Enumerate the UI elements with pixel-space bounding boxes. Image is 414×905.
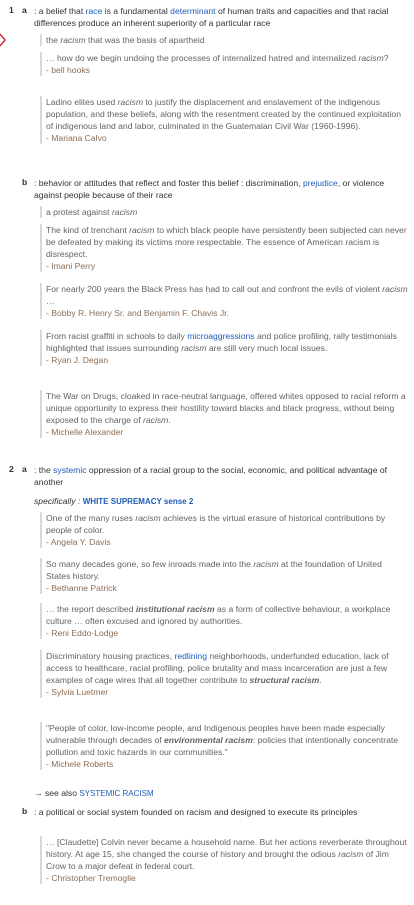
link-prejudice[interactable]: prejudice bbox=[302, 178, 338, 188]
definition-1a bbox=[34, 5, 408, 29]
definition-2a: : the systemic oppression of a racial group to the social, economic, and political advantage of another bbox=[34, 465, 388, 487]
example-author: - Christopher Tremoglie bbox=[46, 873, 136, 883]
example-author: - Mariana Calvo bbox=[46, 133, 107, 143]
example: So many decades gone, so few inroads made into the racism at the foundation of United States history. - Bethanne Patrick bbox=[40, 558, 408, 594]
example: For nearly 200 years the Black Press has had to call out and confront the evils of violent racism … - Bobby R. Henry Sr. and Benjamin F. Chavis Jr. bbox=[40, 283, 408, 319]
link-determinant[interactable]: determinant bbox=[170, 6, 216, 16]
example-author: - Bobby R. Henry Sr. and Benjamin F. Chavis Jr. bbox=[46, 308, 229, 318]
link-white-supremacy[interactable]: WHITE SUPREMACY sense 2 bbox=[82, 497, 194, 506]
example: … how do we begin undoing the processes of internalized hatred and internalized racism? - bell hooks bbox=[40, 52, 408, 76]
example: Ladino elites used racism to justify the displacement and enslavement of the indigenous population, and these beliefs, along with the resentment created by the continued exploitation of indigenous land and labor, culminated in the Guatemalan Civil War (1960-1996). - Mariana Calvo bbox=[40, 96, 408, 144]
see-also: → see also SYSTEMIC RACISM bbox=[34, 788, 154, 798]
example: the racism that was the basis of apartheid bbox=[40, 34, 408, 46]
example-author: - Michele Roberts bbox=[46, 759, 114, 769]
def-text: : a belief that bbox=[34, 6, 86, 16]
link-race[interactable]: race bbox=[85, 6, 103, 16]
sense-number: 2 bbox=[9, 464, 14, 474]
example-author: - Bethanne Patrick bbox=[46, 583, 117, 593]
example-author: - Reni Eddo-Lodge bbox=[46, 628, 119, 638]
example: … the report described institutional racism as a form of collective behaviour, a workplace culture … often excused and ignored by authorities. - Reni Eddo-Lodge bbox=[40, 603, 408, 639]
example: … [Claudette] Colvin never became a household name. But her actions reverberate throughout history. At age 15, she changed the course of history and brought the odious racism of Jim Crow to a major defeat in federal court. - Christopher Tremoglie bbox=[40, 836, 408, 884]
sense-letter: a bbox=[22, 464, 27, 474]
example: "People of color, low-income people, and Indigenous peoples have been made especially vulnerable through decades of environmental racism: policies that intentionally concentrate pollution and toxic hazards in our communities." - Michele Roberts bbox=[40, 722, 408, 770]
example-author: - Angela Y. Davis bbox=[46, 537, 111, 547]
sense-letter: b bbox=[22, 177, 28, 187]
def-text: is a fundamental bbox=[102, 6, 171, 16]
example: The kind of trenchant racism to which black people have persistently been subjected can never be defeated by making its victims more respectable. The essence of American racism is disrespect. - Imani Perry bbox=[40, 224, 408, 272]
example: From racist graffiti in schools to daily microaggressions and police profiling, rally testimonials highlighted that issues surrounding racism are still very much local issues. - Ryan J. Degan bbox=[40, 330, 408, 366]
example: One of the many ruses racism achieves is the virtual erasure of historical contributions by people of color. - Angela Y. Davis bbox=[40, 512, 408, 548]
link-systemic[interactable]: systemic bbox=[53, 465, 87, 475]
definition-2b: : a political or social system founded on racism and designed to execute its principles bbox=[34, 807, 358, 817]
sense-letter: a bbox=[22, 5, 27, 15]
example-author: - Imani Perry bbox=[46, 261, 96, 271]
example-author: - Sylvia Luetmer bbox=[46, 687, 109, 697]
sense-number: 1 bbox=[9, 5, 14, 15]
example: a protest against racism bbox=[40, 206, 408, 218]
link-redlining[interactable]: redlining bbox=[174, 651, 207, 661]
definition-1b: : behavior or attitudes that reflect and foster this belief : discrimination, prejudice, or violence against people because of their race bbox=[34, 178, 385, 200]
link-systemic-racism[interactable]: SYSTEMIC RACISM bbox=[79, 789, 154, 798]
example-author: - Michelle Alexander bbox=[46, 427, 124, 437]
example-author: - bell hooks bbox=[46, 65, 90, 75]
example: Discriminatory housing practices, redlining neighborhoods, underfunded education, lack of access to healthcare, racial profiling, police brutality and mass incarceration are just a few examples of cage wires that all together contribute to structural racism. - Sylvia Luetmer bbox=[40, 650, 408, 698]
sense-letter: b bbox=[22, 806, 28, 816]
example-author: - Ryan J. Degan bbox=[46, 355, 109, 365]
specifically-note: specifically : WHITE SUPREMACY sense 2 bbox=[34, 496, 194, 506]
example: The War on Drugs, cloaked in race-neutral language, offered whites opposed to racial reform a unique opportunity to express their hostility toward blacks and black progress, without being exposed to the charge of racism. - Michelle Alexander bbox=[40, 390, 408, 438]
def-text: of human traits and capacities and that racial differences produce an inherent superiority of a particular race bbox=[34, 6, 389, 28]
link-microaggressions[interactable]: microaggressions bbox=[187, 331, 255, 341]
margin-marker-icon bbox=[0, 30, 6, 50]
